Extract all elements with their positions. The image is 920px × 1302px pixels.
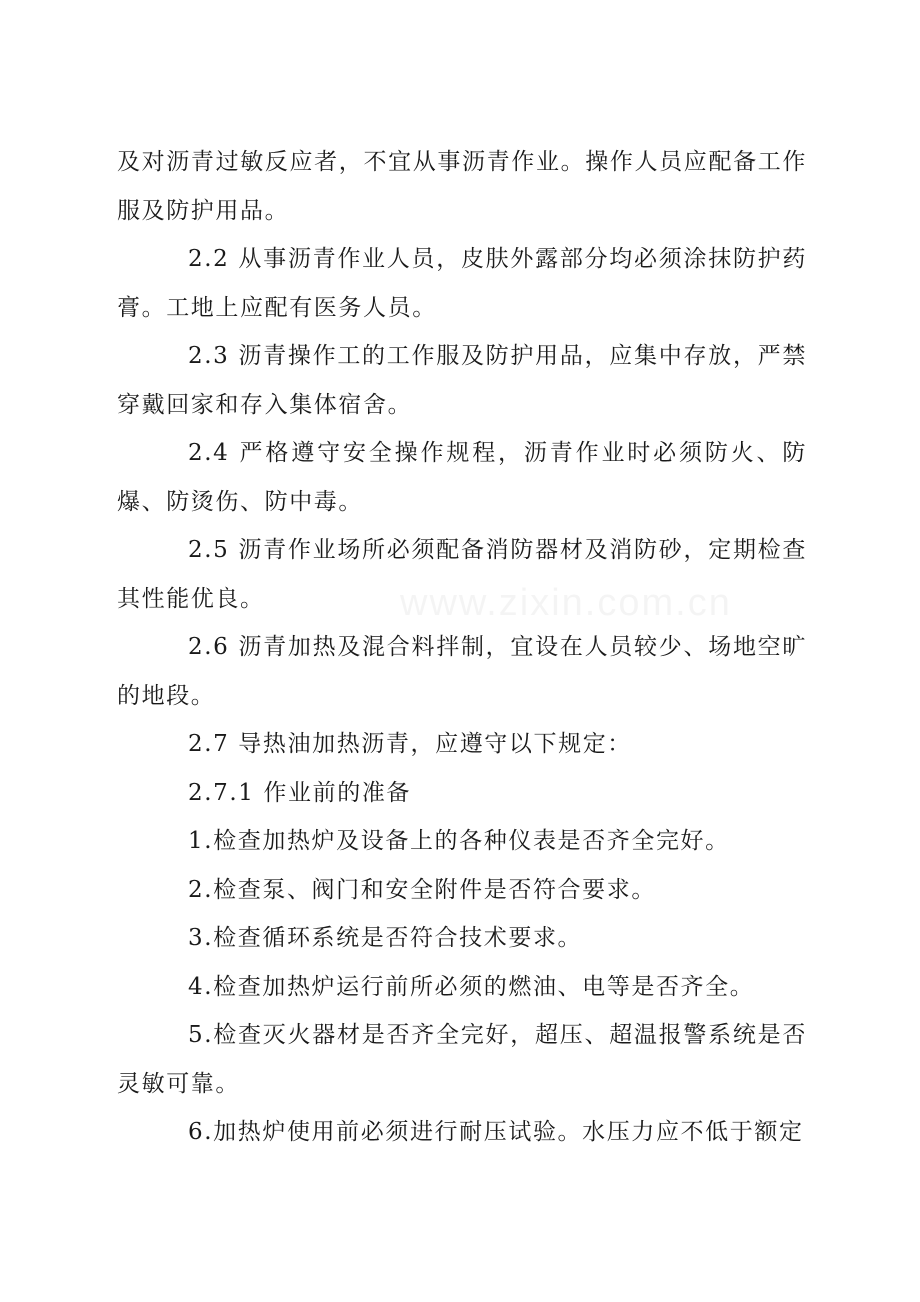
list-item-3: 3.检查循环系统是否符合技术要求。 (188, 925, 583, 951)
heading-2-7-1: 2.7.1 作业前的准备 (188, 779, 412, 806)
document-body (117, 138, 807, 1157)
list-item-5: 5.检查灭火器材是否齐全完好，超压、超温报警系统是否灵敏可靠。 (117, 1022, 807, 1097)
list-item-2: 2.检查泵、阀门和安全附件是否符合要求。 (188, 876, 656, 903)
paragraph-2-5: 2.5 沥青作业场所必须配备消防器材及消防砂，定期检查其性能优良。 (117, 537, 807, 612)
list-item-1: 1.检查加热炉及设备上的各种仪表是否齐全完好。 (188, 828, 730, 854)
paragraph-2-3: 2.3 沥青操作工的工作服及防护用品，应集中存放，严禁穿戴回家和存入集体宿舍。 (117, 343, 807, 418)
paragraph-intro-continuation: 及对沥青过敏反应者，不宜从事沥青作业。操作人员应配备工作服及防护用品。 (117, 149, 807, 224)
list-item-6: 6.加热炉使用前必须进行耐压试验。水压力应不低于额定 (188, 1119, 804, 1145)
paragraph-2-4: 2.4 严格遵守安全操作规程，沥青作业时必须防火、防爆、防烫伤、防中毒。 (117, 440, 807, 515)
list-item-4: 4.检查加热炉运行前所必须的燃油、电等是否齐全。 (188, 973, 755, 1000)
paragraph-2-2: 2.2 从事沥青作业人员，皮肤外露部分均必须涂抹防护药膏。工地上应配有医务人员。 (117, 246, 807, 321)
paragraph-2-6: 2.6 沥青加热及混合料拌制，宜设在人员较少、场地空旷的地段。 (117, 634, 807, 709)
paragraph-2-7: 2.7 导热油加热沥青，应遵守以下规定： (188, 731, 632, 757)
